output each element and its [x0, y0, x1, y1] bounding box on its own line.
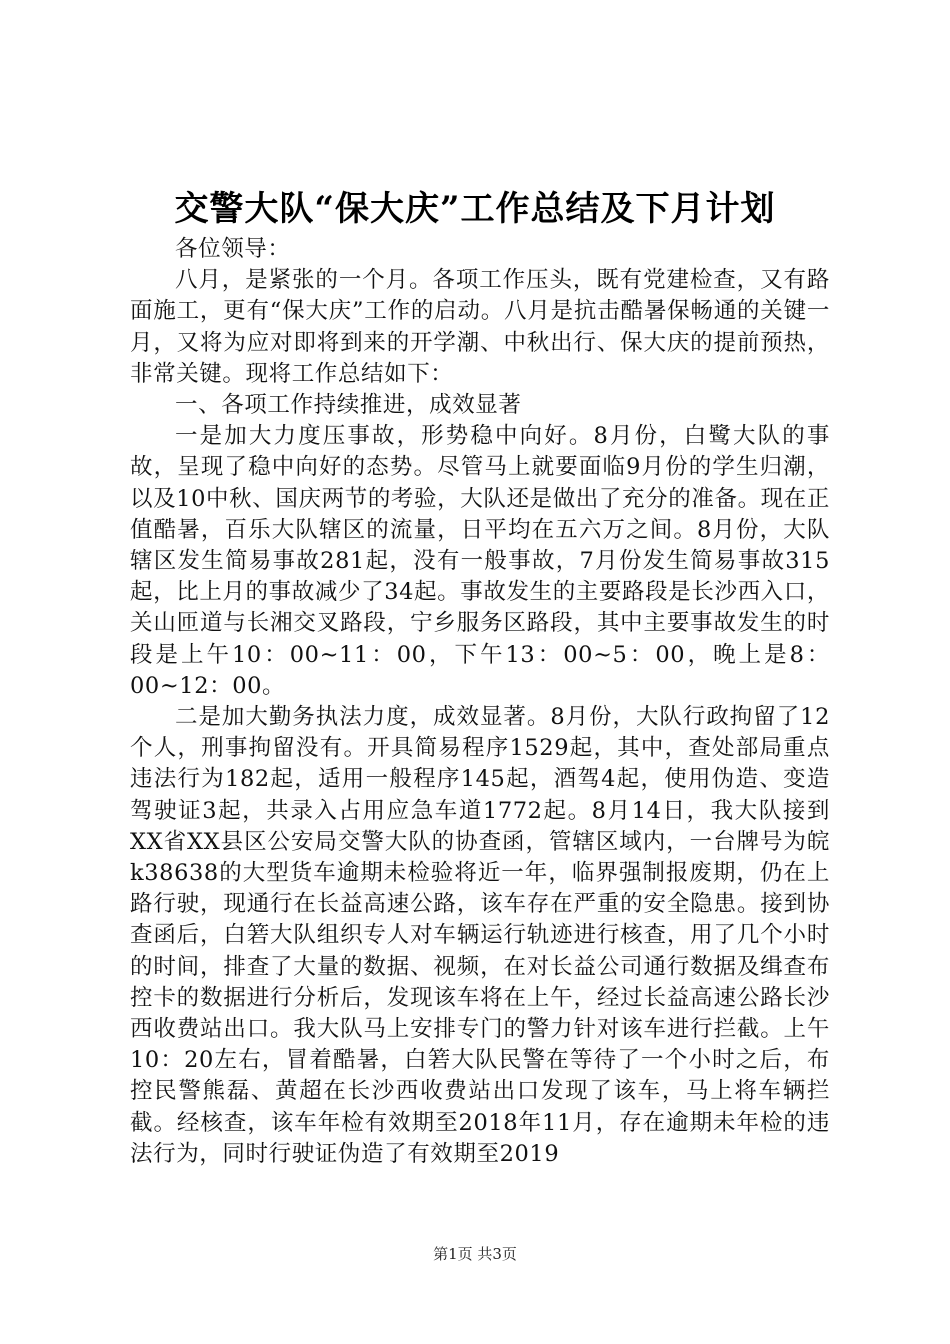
intro-paragraph: 八月，是紧张的一个月。各项工作压头，既有党建检查，又有路面施工，更有“保大庆”工作的启动。八月是抗击酷暑保畅通的关键一月，又将为应对即将到来的开学潮、中秋出行、保大庆的提前预热，非常关键。现将工作总结如下：: [130, 267, 830, 387]
document-title: 交警大队“保大庆”工作总结及下月计划: [174, 189, 776, 229]
salutation-paragraph: 各位领导：: [175, 236, 291, 262]
page-number-footer: 第1页 共3页: [433, 1245, 517, 1263]
section-heading: 一、各项工作持续推进，成效显著: [175, 392, 522, 419]
enforcement-paragraph: 二是加大勤务执法力度，成效显著。8月份，大队行政拘留了12个人，刑事拘留没有。开具简易程序1529起，其中，查处部局重点违法行为182起，适用一般程序145起，酒驾4起，使用伪造、变造驾驶证3起，共录入占用应急车道1772起。8月14日，我大队接到XX省XX县区公安局交警大队的协查函，管辖区域内，一台牌号为皖k38638的大型货车逾期未检验将近一年，临界强制报废期，仍在上路行驶，现通行在长益高速公路，该车存在严重的安全隐患。接到协查函后，白箬大队组织专人对车辆运行轨迹进行核查，用了几个小时的时间，排查了大量的数据、视频，在对长益公司通行数据及缉查布控卡的数据进行分析后，发现该车将在上午，经过长益高速公路长沙西收费站出口。我大队马上安排专门的警力针对该车进行拦截。上午10：20左右，冒着酷暑，白箬大队民警在等待了一个小时之后，布控民警熊磊、黄超在长沙西收费站出口发现了该车，马上将车辆拦截。经核查，该车年检有效期至2018年11月，存在逾期未年检的违法行为，同时行驶证伪造了有效期至2019: [130, 704, 830, 1167]
document-body: [130, 234, 830, 1170]
accident-paragraph: 一是加大力度压事故，形势稳中向好。8月份，白鹭大队的事故，呈现了稳中向好的态势。尽管马上就要面临9月份的学生归潮，以及10中秋、国庆两节的考验，大队还是做出了充分的准备。现在正值酷暑，百乐大队辖区的流量，日平均在五六万之间。8月份，大队辖区发生简易事故281起，没有一般事故，7月份发生简易事故315起，比上月的事故减少了34起。事故发生的主要路段是长沙西入口，关山匝道与长湘交叉路段，宁乡服务区路段，其中主要事故发生的时段是上午10：00~11：00，下午13：00~5：00，晚上是8：00~12：00。: [130, 423, 830, 699]
